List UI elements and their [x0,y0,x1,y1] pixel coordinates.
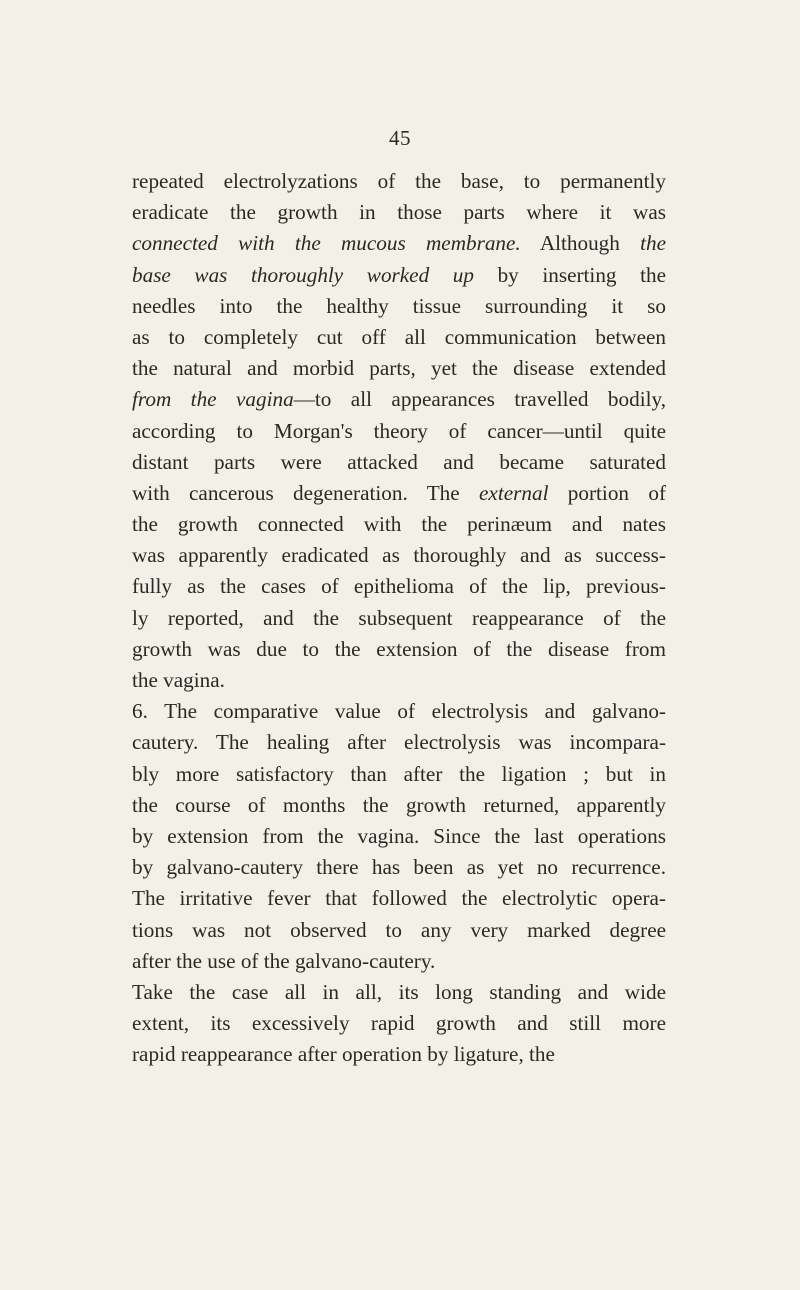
text-run: growth was due to the extension of the disease from [132,636,666,661]
text-run: as to completely cut off all communication between [132,324,666,349]
text-line [132,790,666,821]
text-run: cautery. The healing after electrolysis was incompara- [132,730,666,755]
text-run: distant parts were attacked and became saturated [132,449,666,474]
text-line [132,883,666,914]
italic-text-run: connected with the mucous membrane. [132,231,521,256]
text-run: bly more satisfactory than after the ligation ; but in [132,761,666,786]
text-run: Take the case all in all, its long standing and wide [132,979,666,1004]
text-line [132,509,666,540]
text-line [132,665,666,696]
text-run: with cancerous degeneration. The [132,480,480,505]
text-line [132,821,666,852]
text-line [132,228,666,259]
text-run: 6. The comparative value of electrolysis and galvano- [132,699,666,724]
text-run: portion of [548,480,666,505]
text-run: ly reported, and the subsequent reappearance of the [132,605,666,630]
text-line [132,416,666,447]
text-run: by inserting the [473,262,666,287]
text-run: eradicate the growth in those parts where it was [132,200,666,225]
text-run: the vagina. [132,668,225,692]
text-run: the natural and morbid parts, yet the disease extended [132,356,666,381]
text-run: Although [520,231,641,256]
text-line [132,166,666,197]
text-run: The irritative fever that followed the electrolytic opera- [132,886,666,911]
text-line [132,291,666,322]
italic-text-run: the [640,231,666,256]
text-line [132,1008,666,1039]
text-line [132,197,666,228]
text-run: the course of months the growth returned, apparently [132,792,666,817]
text-line [132,384,666,415]
text-run: by extension from the vagina. Since the last operations [132,823,666,848]
text-run: repeated electrolyzations of the base, to permanently [132,169,666,193]
italic-text-run: base was thoroughly worked up [132,262,474,287]
text-line [132,759,666,790]
text-line [132,977,666,1008]
text-line [132,1039,666,1070]
text-line [132,946,666,977]
text-line [132,634,666,665]
text-run: needles into the healthy tissue surrounding it so [132,293,666,318]
text-run: rapid reappearance after operation by ligature, the [132,1042,555,1067]
text-line [132,478,666,509]
text-run: fully as the cases of epithelioma of the lip, previous- [132,574,666,599]
italic-text-run: from the vagina [132,387,294,412]
text-run: —to all appearances travelled bodily, [293,387,666,412]
text-run: after the use of the galvano-cautery. [132,948,436,973]
text-run: according to Morgan's theory of cancer—until quite [132,418,666,443]
page-number: 45 [389,126,411,150]
text-line [132,571,666,602]
text-line [132,260,666,291]
text-run: tions was not observed to any very marked degree [132,917,666,942]
body-text [132,166,666,1070]
text-line [132,353,666,384]
text-run: extent, its excessively rapid growth and still more [132,1011,666,1036]
text-line [132,322,666,353]
text-line [132,540,666,571]
text-line [132,852,666,883]
text-run: the growth connected with the perinæum and nates [132,512,666,537]
text-line [132,696,666,727]
text-run: was apparently eradicated as thoroughly and as success- [132,543,666,568]
text-line [132,603,666,634]
text-line [132,447,666,478]
text-line [132,727,666,758]
text-run: by galvano-cautery there has been as yet no recurrence. [132,855,666,880]
text-line [132,915,666,946]
italic-text-run: external [479,480,549,505]
